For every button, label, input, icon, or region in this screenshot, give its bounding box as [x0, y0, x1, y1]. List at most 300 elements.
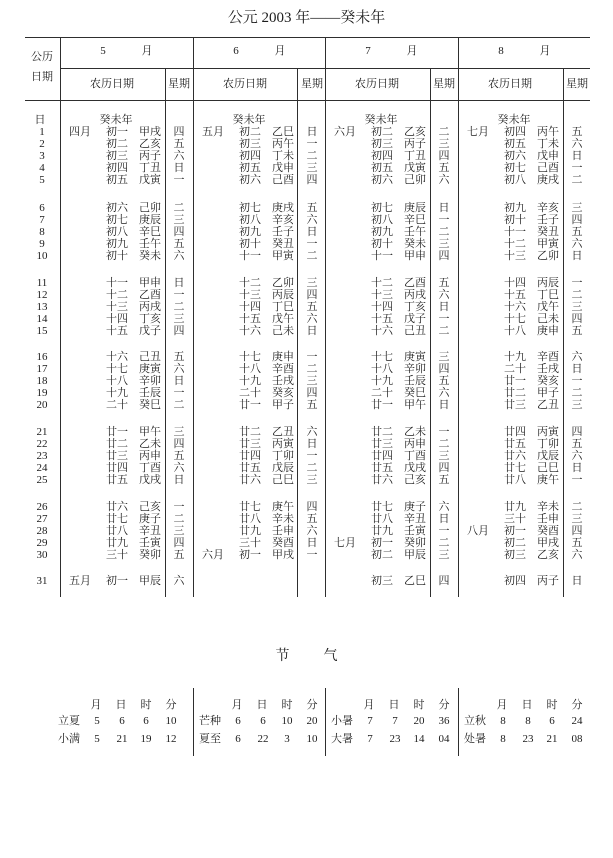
- lunar-day: 十八: [239, 363, 261, 375]
- ganzhi: 辛亥: [272, 214, 294, 226]
- lunar-day: 初十: [239, 238, 261, 250]
- month-block-divider: [325, 37, 326, 597]
- lunar-day: 廿四: [106, 462, 128, 474]
- column-header-rule: [25, 100, 590, 101]
- ganzhi: 癸酉: [537, 525, 559, 537]
- lunar-month: 七月: [334, 537, 356, 549]
- lunar-day: 廿五: [504, 438, 526, 450]
- ganzhi: 庚午: [272, 501, 294, 513]
- solar-term-name: 小满: [58, 733, 80, 745]
- weekday: 二: [438, 126, 450, 138]
- date-number: 20: [36, 399, 48, 411]
- weekday: 一: [306, 351, 318, 363]
- weekday: 二: [571, 501, 583, 513]
- weekday: 一: [173, 387, 185, 399]
- lunar-day: 初一: [504, 525, 526, 537]
- lunar-day: 初五: [504, 138, 526, 150]
- weekday: 一: [571, 375, 583, 387]
- lunar-day: 初三: [504, 549, 526, 561]
- date-number: 12: [36, 289, 48, 301]
- solar-term-hour: 6: [143, 715, 149, 727]
- solar-term-hour: 19: [140, 733, 152, 745]
- ganzhi: 壬寅: [139, 537, 161, 549]
- weekday-column-divider: [165, 68, 166, 597]
- solar-term-header: 分: [571, 699, 583, 711]
- lunar-day: 初六: [371, 174, 393, 186]
- date-number: 15: [36, 325, 48, 337]
- ganzhi: 甲戌: [139, 126, 161, 138]
- ganzhi: 甲辰: [404, 549, 426, 561]
- ganzhi: 己卯: [404, 174, 426, 186]
- weekday: 二: [173, 513, 185, 525]
- lunar-day: 廿七: [239, 501, 261, 513]
- lunar-day: 十五: [106, 325, 128, 337]
- month-label: 月: [141, 45, 153, 57]
- lunar-day: 廿九: [239, 525, 261, 537]
- weekday: 五: [438, 474, 450, 486]
- ganzhi: 戊辰: [537, 450, 559, 462]
- lunar-day: 初九: [106, 238, 128, 250]
- weekday: 一: [306, 549, 318, 561]
- lunar-month: 五月: [202, 126, 224, 138]
- ganzhi: 己未: [272, 325, 294, 337]
- lunar-day: 二十: [106, 399, 128, 411]
- ganzhi: 癸巳: [404, 387, 426, 399]
- solar-term-header: 时: [140, 699, 152, 711]
- ganzhi: 丁巳: [537, 289, 559, 301]
- weekday: 一: [173, 174, 185, 186]
- weekday: 三: [438, 450, 450, 462]
- weekday: 日: [306, 126, 318, 138]
- month-block-divider: [193, 37, 194, 597]
- weekday: 四: [438, 462, 450, 474]
- ganzhi: 庚戌: [537, 174, 559, 186]
- weekday: 五: [438, 277, 450, 289]
- year-label: 癸未年: [99, 114, 133, 126]
- lunar-day: 廿六: [504, 450, 526, 462]
- lunar-month: 四月: [69, 126, 91, 138]
- weekday: 四: [173, 537, 185, 549]
- weekday: 六: [173, 150, 185, 162]
- weekday: 日: [306, 438, 318, 450]
- lunar-day: 十五: [371, 313, 393, 325]
- lunar-date-header: 农历日期: [488, 78, 532, 90]
- year-label: 癸未年: [232, 114, 266, 126]
- lunar-day: 廿七: [504, 462, 526, 474]
- ganzhi: 癸亥: [537, 375, 559, 387]
- date-number: 31: [36, 575, 48, 587]
- month-label: 月: [274, 45, 286, 57]
- date-number: 9: [39, 238, 45, 250]
- date-number: 17: [36, 363, 48, 375]
- lunar-day: 三十: [504, 513, 526, 525]
- ganzhi: 甲戌: [537, 537, 559, 549]
- weekday: 日: [173, 277, 185, 289]
- weekday: 五: [571, 226, 583, 238]
- day-column-header: 日: [34, 114, 46, 126]
- weekday: 三: [306, 474, 318, 486]
- ganzhi: 癸未: [404, 238, 426, 250]
- ganzhi: 丙戌: [404, 289, 426, 301]
- ganzhi: 戊戌: [139, 474, 161, 486]
- ganzhi: 辛丑: [139, 525, 161, 537]
- lunar-day: 十三: [106, 301, 128, 313]
- lunar-month: 六月: [202, 549, 224, 561]
- ganzhi: 辛未: [272, 513, 294, 525]
- ganzhi: 乙丑: [537, 399, 559, 411]
- ganzhi: 乙酉: [139, 289, 161, 301]
- ganzhi: 丙申: [404, 438, 426, 450]
- ganzhi: 癸未: [139, 250, 161, 262]
- lunar-day: 初四: [371, 150, 393, 162]
- weekday: 三: [306, 277, 318, 289]
- lunar-day: 初一: [106, 126, 128, 138]
- date-number: 24: [36, 462, 48, 474]
- date-number: 14: [36, 313, 48, 325]
- weekday: 四: [438, 575, 450, 587]
- ganzhi: 庚辰: [139, 214, 161, 226]
- lunar-day: 初九: [371, 226, 393, 238]
- lunar-day: 十二: [106, 289, 128, 301]
- weekday: 二: [438, 438, 450, 450]
- ganzhi: 丙寅: [537, 426, 559, 438]
- lunar-day: 初三: [371, 575, 393, 587]
- weekday: 一: [438, 525, 450, 537]
- ganzhi: 壬申: [537, 513, 559, 525]
- weekday: 日: [306, 226, 318, 238]
- ganzhi: 癸巳: [139, 399, 161, 411]
- weekday-column-divider: [430, 68, 431, 597]
- lunar-day: 初五: [371, 162, 393, 174]
- lunar-date-header: 农历日期: [90, 78, 134, 90]
- weekday: 四: [306, 174, 318, 186]
- ganzhi: 癸亥: [272, 387, 294, 399]
- solar-term-month: 6: [235, 733, 241, 745]
- lunar-day: 初十: [504, 214, 526, 226]
- year-label: 癸未年: [364, 114, 398, 126]
- weekday: 日: [571, 250, 583, 262]
- weekday: 一: [306, 450, 318, 462]
- solar-term-header: 日: [521, 699, 533, 711]
- lunar-day: 十八: [504, 325, 526, 337]
- lunar-day: 二十: [239, 387, 261, 399]
- lunar-day: 十四: [239, 301, 261, 313]
- solar-term-hour: 14: [413, 733, 425, 745]
- solar-term-month: 5: [94, 715, 100, 727]
- weekday: 二: [306, 363, 318, 375]
- ganzhi: 癸卯: [404, 537, 426, 549]
- ganzhi: 癸丑: [537, 226, 559, 238]
- lunar-day: 二十: [504, 363, 526, 375]
- ganzhi: 甲午: [404, 399, 426, 411]
- ganzhi: 壬午: [139, 238, 161, 250]
- page-title: 公元 2003 年——癸未年: [227, 10, 386, 26]
- ganzhi: 己酉: [272, 174, 294, 186]
- ganzhi: 丙戌: [139, 301, 161, 313]
- solar-term-name: 处暑: [464, 733, 486, 745]
- weekday: 五: [438, 375, 450, 387]
- solar-term-hour: 21: [546, 733, 558, 745]
- ganzhi: 辛未: [537, 501, 559, 513]
- lunar-day: 十九: [239, 375, 261, 387]
- ganzhi: 丁卯: [272, 450, 294, 462]
- lunar-day: 初二: [106, 138, 128, 150]
- ganzhi: 甲子: [272, 399, 294, 411]
- date-number: 25: [36, 474, 48, 486]
- weekday: 二: [173, 301, 185, 313]
- lunar-day: 廿二: [504, 387, 526, 399]
- ganzhi: 戊子: [404, 313, 426, 325]
- solar-term-minute: 12: [165, 733, 177, 745]
- lunar-day: 初一: [239, 549, 261, 561]
- weekday: 三: [306, 162, 318, 174]
- date-number: 8: [39, 226, 45, 238]
- weekday-column-divider: [297, 68, 298, 597]
- lunar-day: 十五: [504, 289, 526, 301]
- ganzhi: 乙亥: [139, 138, 161, 150]
- date-number: 22: [36, 438, 48, 450]
- lunar-day: 廿九: [106, 537, 128, 549]
- ganzhi: 壬戌: [537, 363, 559, 375]
- weekday: 一: [306, 138, 318, 150]
- ganzhi: 辛亥: [537, 202, 559, 214]
- lunar-day: 初五: [106, 174, 128, 186]
- weekday-column-divider: [563, 68, 564, 597]
- lunar-day: 廿五: [371, 462, 393, 474]
- weekday: 四: [571, 525, 583, 537]
- ganzhi: 辛巳: [139, 226, 161, 238]
- weekday: 三: [438, 238, 450, 250]
- lunar-day: 初八: [504, 174, 526, 186]
- ganzhi: 壬子: [537, 214, 559, 226]
- weekday: 五: [571, 537, 583, 549]
- ganzhi: 甲辰: [139, 575, 161, 587]
- weekday: 二: [438, 537, 450, 549]
- lunar-day: 廿九: [371, 525, 393, 537]
- ganzhi: 丙子: [404, 138, 426, 150]
- ganzhi: 丁酉: [404, 450, 426, 462]
- weekday: 二: [438, 325, 450, 337]
- lunar-day: 廿六: [371, 474, 393, 486]
- solar-term-header: 月: [496, 699, 508, 711]
- lunar-day: 初十: [106, 250, 128, 262]
- solar-term-day: 23: [389, 733, 401, 745]
- ganzhi: 乙亥: [404, 126, 426, 138]
- weekday: 四: [438, 150, 450, 162]
- ganzhi: 辛酉: [537, 351, 559, 363]
- weekday: 二: [571, 174, 583, 186]
- ganzhi: 丁亥: [404, 301, 426, 313]
- solar-term-divider: [193, 688, 194, 756]
- ganzhi: 甲寅: [537, 238, 559, 250]
- lunar-day: 廿七: [106, 513, 128, 525]
- weekday: 日: [571, 575, 583, 587]
- weekday: 四: [173, 226, 185, 238]
- date-column-divider: [60, 37, 61, 597]
- lunar-day: 十五: [239, 313, 261, 325]
- ganzhi: 辛卯: [404, 363, 426, 375]
- month-label: 月: [539, 45, 551, 57]
- month-block-divider: [458, 37, 459, 597]
- date-number: 16: [36, 351, 48, 363]
- weekday: 三: [173, 426, 185, 438]
- weekday: 三: [438, 549, 450, 561]
- ganzhi: 戊申: [537, 150, 559, 162]
- lunar-day: 初一: [371, 537, 393, 549]
- ganzhi: 己酉: [537, 162, 559, 174]
- weekday: 一: [438, 214, 450, 226]
- weekday: 五: [173, 549, 185, 561]
- lunar-day: 初九: [239, 226, 261, 238]
- weekday: 三: [571, 513, 583, 525]
- solar-term-header: 日: [115, 699, 127, 711]
- lunar-day: 初六: [239, 174, 261, 186]
- ganzhi: 壬戌: [272, 375, 294, 387]
- lunar-day: 十一: [239, 250, 261, 262]
- lunar-day: 廿八: [371, 513, 393, 525]
- lunar-day: 廿二: [371, 426, 393, 438]
- weekday: 五: [438, 162, 450, 174]
- ganzhi: 乙巳: [404, 575, 426, 587]
- weekday: 日: [438, 301, 450, 313]
- date-number: 5: [39, 174, 45, 186]
- lunar-day: 十二: [371, 277, 393, 289]
- weekday: 四: [306, 289, 318, 301]
- weekday: 日: [438, 399, 450, 411]
- solar-term-header: 日: [388, 699, 400, 711]
- solar-term-header: 月: [363, 699, 375, 711]
- lunar-day: 十三: [504, 250, 526, 262]
- solar-term-name: 夏至: [199, 733, 221, 745]
- lunar-day: 廿三: [106, 450, 128, 462]
- date-number: 3: [39, 150, 45, 162]
- solar-term-month: 7: [367, 715, 373, 727]
- lunar-day: 十八: [106, 375, 128, 387]
- weekday: 四: [173, 126, 185, 138]
- date-number: 27: [36, 513, 48, 525]
- weekday: 日: [438, 513, 450, 525]
- weekday: 六: [306, 214, 318, 226]
- weekday: 日: [173, 375, 185, 387]
- ganzhi: 庚子: [404, 501, 426, 513]
- weekday: 五: [306, 202, 318, 214]
- lunar-day: 十六: [504, 301, 526, 313]
- ganzhi: 甲午: [139, 426, 161, 438]
- ganzhi: 己巳: [272, 474, 294, 486]
- solar-term-day: 7: [392, 715, 398, 727]
- solar-term-header: 时: [546, 699, 558, 711]
- weekday: 日: [306, 325, 318, 337]
- weekday: 二: [306, 250, 318, 262]
- ganzhi: 甲戌: [272, 549, 294, 561]
- lunar-day: 廿五: [106, 474, 128, 486]
- weekday: 五: [571, 325, 583, 337]
- lunar-day: 廿二: [106, 438, 128, 450]
- lunar-day: 廿七: [371, 501, 393, 513]
- weekday: 六: [438, 289, 450, 301]
- weekday: 六: [173, 363, 185, 375]
- solar-term-minute: 10: [306, 733, 318, 745]
- weekday: 日: [571, 150, 583, 162]
- lunar-day: 初五: [239, 162, 261, 174]
- lunar-day: 廿三: [504, 399, 526, 411]
- lunar-day: 十七: [371, 351, 393, 363]
- lunar-day: 廿四: [371, 450, 393, 462]
- date-number: 7: [39, 214, 45, 226]
- weekday: 六: [306, 525, 318, 537]
- lunar-day: 初七: [106, 214, 128, 226]
- lunar-day: 十二: [239, 277, 261, 289]
- weekday: 六: [306, 426, 318, 438]
- ganzhi: 庚申: [537, 325, 559, 337]
- weekday: 五: [571, 126, 583, 138]
- ganzhi: 庚辰: [404, 202, 426, 214]
- ganzhi: 丙申: [139, 450, 161, 462]
- solar-term-header: 时: [413, 699, 425, 711]
- weekday: 六: [571, 351, 583, 363]
- weekday: 六: [438, 174, 450, 186]
- weekday: 六: [571, 549, 583, 561]
- weekday: 三: [173, 214, 185, 226]
- date-header-top: 公历: [31, 51, 53, 63]
- weekday: 五: [173, 238, 185, 250]
- date-number: 13: [36, 301, 48, 313]
- ganzhi: 壬辰: [139, 387, 161, 399]
- lunar-day: 初二: [504, 537, 526, 549]
- ganzhi: 戊午: [272, 313, 294, 325]
- lunar-day: 初二: [371, 549, 393, 561]
- lunar-day: 初三: [106, 150, 128, 162]
- weekday: 四: [438, 363, 450, 375]
- solar-term-name: 小暑: [331, 715, 353, 727]
- lunar-day: 初八: [239, 214, 261, 226]
- ganzhi: 丁卯: [537, 438, 559, 450]
- weekday-header: 星期: [301, 78, 323, 90]
- lunar-day: 廿四: [504, 426, 526, 438]
- lunar-day: 初十: [371, 238, 393, 250]
- solar-term-day: 8: [525, 715, 531, 727]
- lunar-day: 廿四: [239, 450, 261, 462]
- lunar-day: 廿六: [106, 501, 128, 513]
- weekday: 二: [306, 462, 318, 474]
- lunar-day: 初七: [371, 202, 393, 214]
- weekday: 六: [438, 387, 450, 399]
- lunar-day: 廿六: [239, 474, 261, 486]
- solar-term-day: 23: [522, 733, 534, 745]
- lunar-month: 五月: [69, 575, 91, 587]
- lunar-day: 十九: [371, 375, 393, 387]
- lunar-day: 十八: [371, 363, 393, 375]
- weekday: 四: [306, 387, 318, 399]
- date-header-bottom: 日期: [31, 71, 53, 83]
- lunar-day: 廿二: [239, 426, 261, 438]
- weekday: 六: [173, 250, 185, 262]
- ganzhi: 戊午: [537, 301, 559, 313]
- weekday: 三: [173, 525, 185, 537]
- solar-term-month: 5: [94, 733, 100, 745]
- weekday: 四: [173, 325, 185, 337]
- lunar-day: 廿一: [239, 399, 261, 411]
- lunar-day: 十七: [239, 351, 261, 363]
- weekday: 二: [173, 202, 185, 214]
- ganzhi: 丁亥: [139, 313, 161, 325]
- ganzhi: 乙卯: [537, 250, 559, 262]
- lunar-day: 初九: [504, 202, 526, 214]
- ganzhi: 丁巳: [272, 301, 294, 313]
- month-number: 5: [100, 45, 106, 57]
- weekday: 日: [571, 363, 583, 375]
- weekday: 日: [438, 202, 450, 214]
